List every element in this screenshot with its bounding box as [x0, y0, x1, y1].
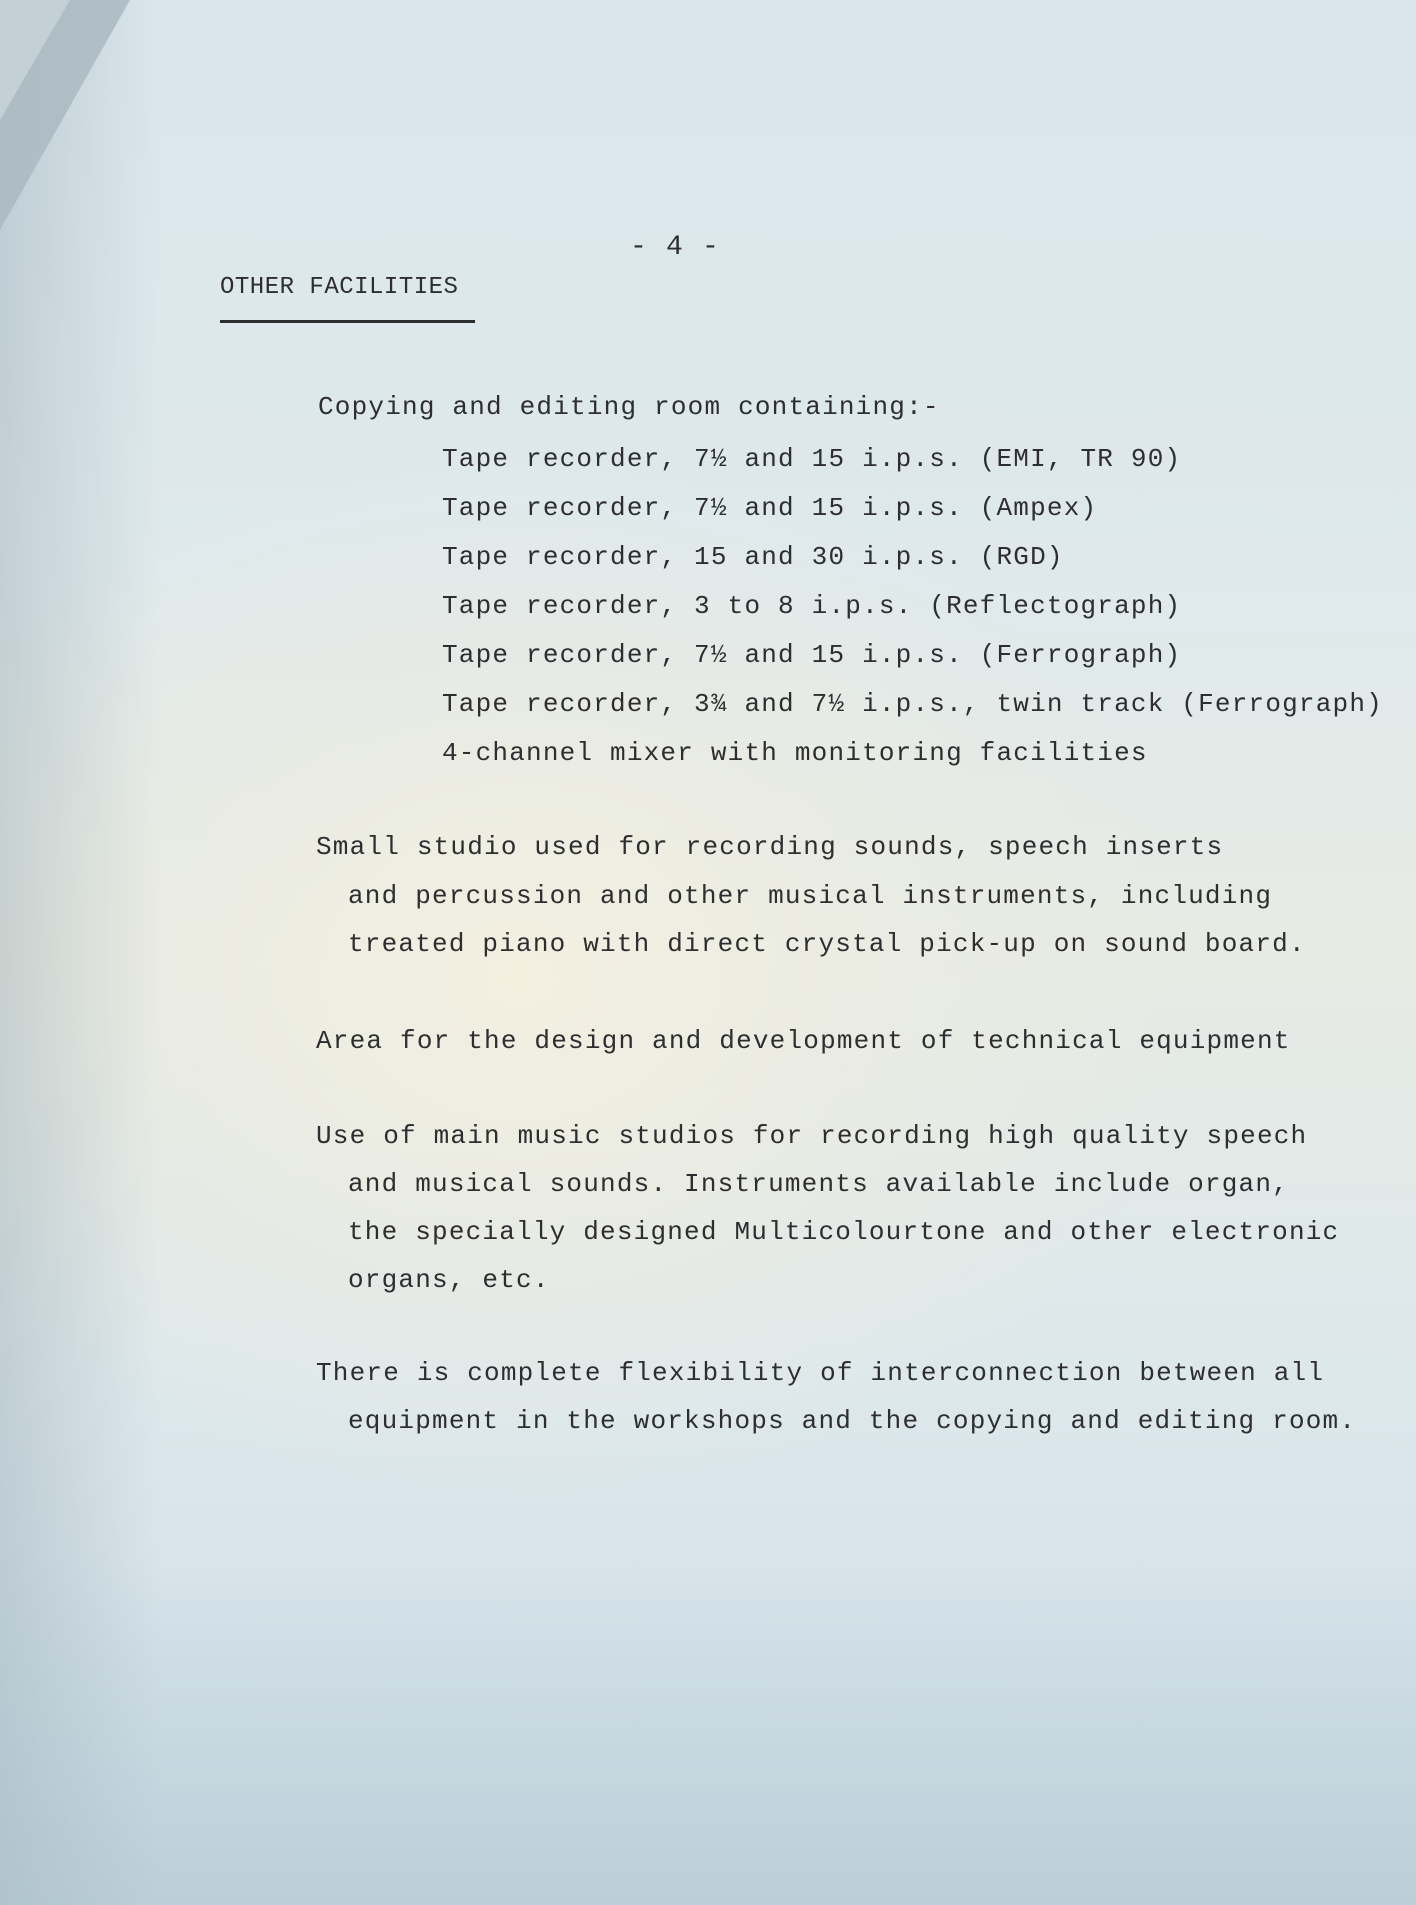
paragraph-line: There is complete flexibility of interconnection between all — [316, 1358, 1325, 1388]
paragraph-line: and musical sounds. Instruments available include organ, — [348, 1169, 1289, 1199]
bottom-shadow — [0, 1560, 1416, 1905]
equipment-item: Tape recorder, 15 and 30 i.p.s. (RGD) — [442, 542, 1064, 572]
equipment-item: Tape recorder, 3¾ and 7½ i.p.s., twin track (Ferrograph) — [442, 689, 1383, 719]
section-heading: OTHER FACILITIES — [220, 274, 459, 301]
equipment-item: Tape recorder, 7½ and 15 i.p.s. (Ferrograph) — [442, 640, 1182, 670]
paragraph-line: and percussion and other musical instruments, including — [348, 881, 1273, 911]
equipment-item: Tape recorder, 7½ and 15 i.p.s. (Ampex) — [442, 493, 1098, 523]
equipment-item: 4-channel mixer with monitoring facilities — [442, 738, 1148, 768]
heading-underline — [220, 320, 475, 323]
page-number: - 4 - — [630, 232, 721, 263]
paragraph-line: Small studio used for recording sounds, speech inserts — [316, 832, 1224, 862]
paragraph-line: treated piano with direct crystal pick-up on sound board. — [348, 929, 1306, 959]
paragraph-line: Use of main music studios for recording high quality speech — [316, 1121, 1308, 1151]
paragraph-line: organs, etc. — [348, 1265, 550, 1295]
folded-corner-highlight — [0, 0, 70, 120]
paragraph-line: Area for the design and development of technical equipment — [316, 1026, 1291, 1056]
equipment-item: Tape recorder, 3 to 8 i.p.s. (Reflectograph) — [442, 591, 1182, 621]
copying-room-intro: Copying and editing room containing:- — [318, 392, 940, 422]
equipment-item: Tape recorder, 7½ and 15 i.p.s. (EMI, TR 90) — [442, 444, 1182, 474]
paragraph-line: the specially designed Multicolourtone and other electronic — [348, 1217, 1340, 1247]
paragraph-line: equipment in the workshops and the copying and editing room. — [348, 1406, 1357, 1436]
